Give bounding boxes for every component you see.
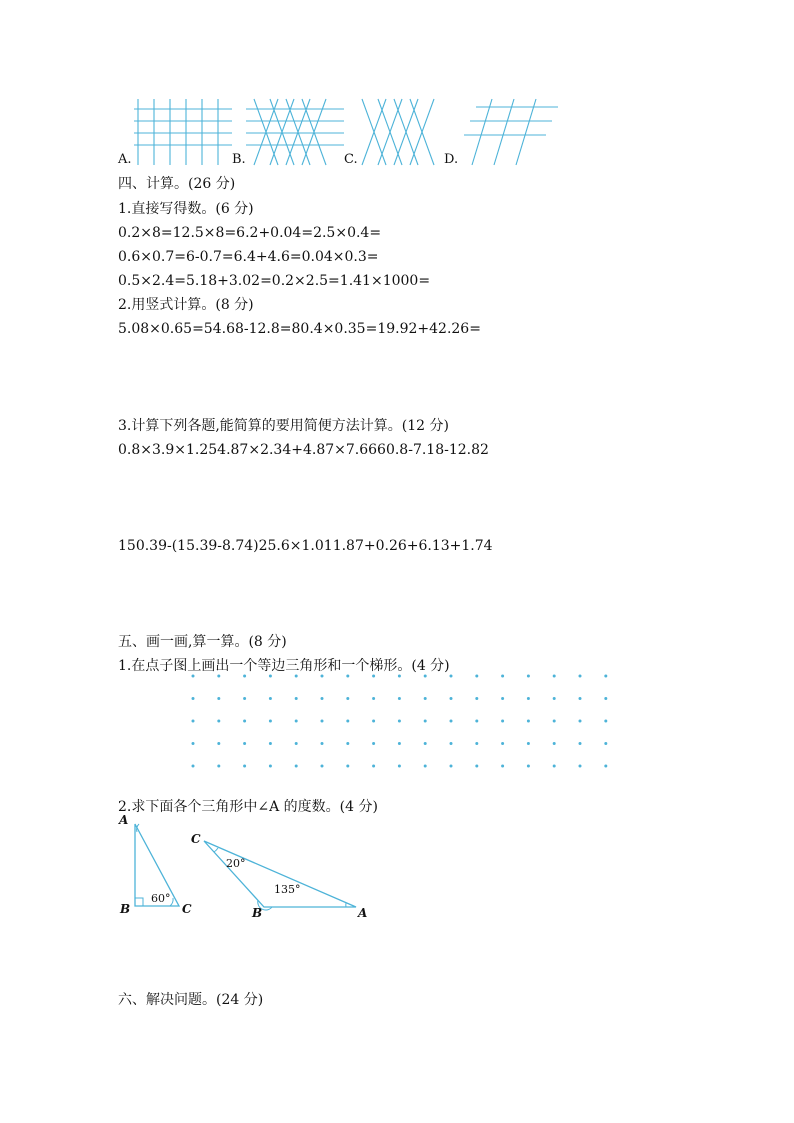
grid-dot[interactable] xyxy=(450,720,453,723)
grid-dot[interactable] xyxy=(269,742,272,745)
grid-dot[interactable] xyxy=(217,765,220,768)
grid-dot[interactable] xyxy=(398,720,401,723)
figure-d-slanted-grid xyxy=(462,97,562,167)
grid-dot[interactable] xyxy=(604,720,607,723)
section5-q1-title: 1.在点子图上画出一个等边三角形和一个梯形。(4 分) xyxy=(118,658,450,674)
grid-dot[interactable] xyxy=(346,765,349,768)
section5-q2-title: 2.求下面各个三角形中∠A 的度数。(4 分) xyxy=(118,799,378,815)
grid-dot[interactable] xyxy=(553,697,556,700)
grid-dot[interactable] xyxy=(269,675,272,678)
grid-dot[interactable] xyxy=(501,675,504,678)
grid-dot[interactable] xyxy=(424,720,427,723)
grid-dot[interactable] xyxy=(398,765,401,768)
triangle2-vertex-c: C xyxy=(191,832,201,846)
grid-dot[interactable] xyxy=(243,697,246,700)
grid-dot[interactable] xyxy=(424,765,427,768)
grid-dot[interactable] xyxy=(553,742,556,745)
grid-dot[interactable] xyxy=(501,765,504,768)
grid-dot[interactable] xyxy=(321,765,324,768)
grid-dot[interactable] xyxy=(553,765,556,768)
grid-dot[interactable] xyxy=(192,742,195,745)
grid-dot[interactable] xyxy=(243,765,246,768)
figure-b-crossed-grid xyxy=(246,97,346,167)
option-c-label[interactable]: C. xyxy=(344,152,358,167)
triangle1-vertex-c: C xyxy=(182,902,192,916)
grid-dot[interactable] xyxy=(243,675,246,678)
grid-dot[interactable] xyxy=(604,697,607,700)
grid-dot[interactable] xyxy=(346,742,349,745)
grid-dot[interactable] xyxy=(579,742,582,745)
grid-dot[interactable] xyxy=(604,765,607,768)
grid-dot[interactable] xyxy=(269,697,272,700)
grid-dot[interactable] xyxy=(192,697,195,700)
grid-dot[interactable] xyxy=(475,675,478,678)
grid-dot[interactable] xyxy=(398,742,401,745)
triangle1-vertex-a: A xyxy=(119,813,129,827)
grid-dot[interactable] xyxy=(346,720,349,723)
grid-dot[interactable] xyxy=(579,697,582,700)
section4-q3-title: 3.计算下列各题,能简算的要用简便方法计算。(12 分) xyxy=(118,418,449,434)
grid-dot[interactable] xyxy=(579,675,582,678)
figure-a-grid xyxy=(134,97,234,167)
grid-dot[interactable] xyxy=(295,697,298,700)
section4-q1-line2: 0.6×0.7=6-0.7=6.4+4.6=0.04×0.3= xyxy=(118,249,379,265)
grid-dot[interactable] xyxy=(475,697,478,700)
section4-q1-line1: 0.2×8=12.5×8=6.2+0.04=2.5×0.4= xyxy=(118,225,382,241)
triangle2-vertex-a: A xyxy=(358,906,368,920)
grid-dot[interactable] xyxy=(424,742,427,745)
grid-dot[interactable] xyxy=(604,742,607,745)
grid-dot[interactable] xyxy=(527,675,530,678)
grid-dot[interactable] xyxy=(269,765,272,768)
triangle2-angle-b: 135° xyxy=(274,883,301,896)
grid-dot[interactable] xyxy=(321,742,324,745)
grid-dot[interactable] xyxy=(372,697,375,700)
section6-title: 六、解决问题。(24 分) xyxy=(118,992,264,1008)
grid-dot[interactable] xyxy=(295,765,298,768)
grid-dot[interactable] xyxy=(579,765,582,768)
grid-dot[interactable] xyxy=(217,697,220,700)
grid-dot[interactable] xyxy=(269,720,272,723)
grid-dot[interactable] xyxy=(501,720,504,723)
grid-dot[interactable] xyxy=(527,720,530,723)
grid-dot[interactable] xyxy=(450,765,453,768)
grid-dot[interactable] xyxy=(553,720,556,723)
grid-dot[interactable] xyxy=(475,765,478,768)
option-d-label[interactable]: D. xyxy=(444,152,459,167)
grid-dot[interactable] xyxy=(424,675,427,678)
grid-dot[interactable] xyxy=(475,742,478,745)
section4-q3-line1: 0.8×3.9×1.254.87×2.34+4.87×7.6660.8-7.18-12.82 xyxy=(118,442,489,458)
triangle1-angle-c: 60° xyxy=(151,892,171,905)
grid-dot[interactable] xyxy=(243,720,246,723)
grid-dot[interactable] xyxy=(450,675,453,678)
grid-dot[interactable] xyxy=(372,675,375,678)
grid-dot[interactable] xyxy=(450,697,453,700)
grid-dot[interactable] xyxy=(346,675,349,678)
grid-dot[interactable] xyxy=(346,697,349,700)
grid-dot[interactable] xyxy=(372,742,375,745)
grid-dot[interactable] xyxy=(527,765,530,768)
grid-dot[interactable] xyxy=(321,720,324,723)
grid-dot[interactable] xyxy=(527,697,530,700)
grid-dot[interactable] xyxy=(192,720,195,723)
dot-grid[interactable] xyxy=(185,670,615,765)
section4-q2-title: 2.用竖式计算。(8 分) xyxy=(118,297,254,313)
grid-dot[interactable] xyxy=(501,697,504,700)
section4-q3-line2: 150.39-(15.39-8.74)25.6×1.011.87+0.26+6.13+1.74 xyxy=(118,538,493,554)
grid-dot[interactable] xyxy=(295,675,298,678)
grid-dot[interactable] xyxy=(398,697,401,700)
grid-dot[interactable] xyxy=(217,720,220,723)
section5-title: 五、画一画,算一算。(8 分) xyxy=(118,634,287,650)
grid-dot[interactable] xyxy=(398,675,401,678)
grid-dot[interactable] xyxy=(295,742,298,745)
grid-dot[interactable] xyxy=(372,765,375,768)
section4-q1-line3: 0.5×2.4=5.18+3.02=0.2×2.5=1.41×1000= xyxy=(118,273,431,289)
section4-title: 四、计算。(26 分) xyxy=(118,176,236,192)
triangle1-vertex-b: B xyxy=(120,902,131,916)
grid-dot[interactable] xyxy=(321,697,324,700)
grid-dot[interactable] xyxy=(372,720,375,723)
section4-q2-line1: 5.08×0.65=54.68-12.8=80.4×0.35=19.92+42.26= xyxy=(118,321,481,337)
figure-c-diamond-lines xyxy=(358,97,458,167)
grid-dot[interactable] xyxy=(424,697,427,700)
grid-dot[interactable] xyxy=(295,720,298,723)
grid-dot[interactable] xyxy=(192,765,195,768)
triangle-2 xyxy=(188,825,388,920)
grid-dot[interactable] xyxy=(321,675,324,678)
option-b-label[interactable]: B. xyxy=(232,152,246,167)
grid-dot[interactable] xyxy=(243,742,246,745)
grid-dot[interactable] xyxy=(527,742,530,745)
grid-dot[interactable] xyxy=(217,675,220,678)
option-a-label[interactable]: A. xyxy=(118,152,132,167)
triangle-1 xyxy=(115,810,195,915)
grid-dot[interactable] xyxy=(450,742,453,745)
grid-dot[interactable] xyxy=(192,675,195,678)
grid-dot[interactable] xyxy=(501,742,504,745)
grid-dot[interactable] xyxy=(604,675,607,678)
grid-dot[interactable] xyxy=(553,675,556,678)
grid-dot[interactable] xyxy=(475,720,478,723)
section4-q1-title: 1.直接写得数。(6 分) xyxy=(118,201,254,217)
triangle2-angle-c: 20° xyxy=(226,857,246,870)
triangle2-vertex-b: B xyxy=(252,906,263,920)
grid-dot[interactable] xyxy=(579,720,582,723)
grid-dot[interactable] xyxy=(217,742,220,745)
